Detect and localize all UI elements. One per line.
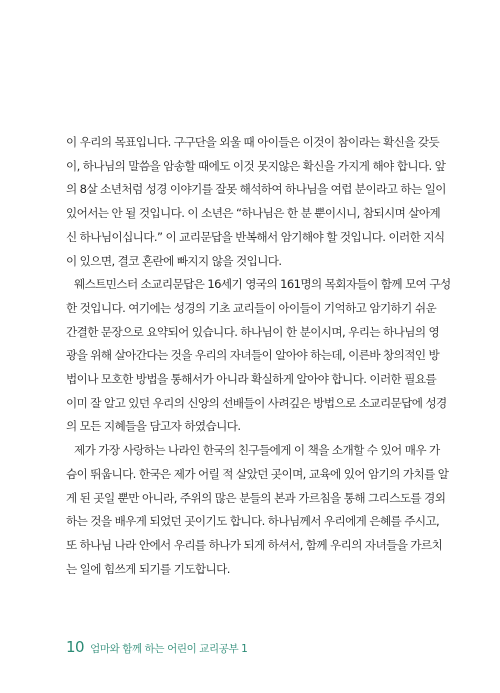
text-line: 이미 잘 알고 있던 우리의 신앙의 선배들이 사려깊은 방법으로 소교리문답에 성경	[66, 395, 447, 410]
running-title: 엄마와 함께 하는 어린이 교리공부 1	[90, 643, 248, 655]
text-line: 간결한 문장으로 요약되어 있습니다. 하나님이 한 분이시며, 우리는 하나님의 영	[66, 324, 440, 339]
text-line: 이 우리의 목표입니다. 구구단을 외울 때 아이들은 이것이 참이라는 확신을 갖듯	[66, 135, 440, 149]
page-footer	[66, 638, 247, 656]
text-line: 게 된 곳일 뿐만 아니라, 주위의 많은 분들의 본과 가르침을 통해 그리스도를 경외	[66, 490, 446, 505]
text-line: 의 모든 지혜들을 담고자 하였습니다.	[66, 419, 241, 434]
paragraph	[66, 131, 446, 273]
text-line: 이 있으면, 결코 혼란에 빠지지 않을 것입니다.	[66, 253, 282, 268]
text-line: 있어서는 안 될 것입니다. 이 소년은 “하나님은 한 분 뿐이시니, 참되시며 살아계	[66, 206, 441, 221]
text-line: 신 하나님이십니다.” 이 교리문답을 반복해서 암기해야 할 것입니다. 이러한 지식	[66, 229, 445, 244]
text-line: 한 것입니다. 여기에는 성경의 기초 교리들이 아이들이 기억하고 암기하기 쉬운	[66, 300, 437, 315]
text-line: 광을 위해 살아간다는 것을 우리의 자녀들이 알아야 하는데, 이른바 창의적인 방	[66, 348, 440, 363]
text-line: 제가 가장 사랑하는 나라인 한국의 친구들에게 이 책을 소개할 수 있어 매우 가	[74, 443, 440, 458]
paragraph	[66, 439, 449, 581]
paragraph	[66, 273, 451, 439]
text-line: 하는 것을 배우게 되었던 곳이기도 합니다. 하나님께서 우리에게 은혜를 주시고,	[66, 514, 440, 529]
text-line: 또 하나님 나라 안에서 우리를 하나가 되게 하셔서, 함께 우리의 자녀들을 가르치	[66, 537, 443, 552]
page-number: 10	[66, 638, 85, 656]
text-line: 웨스트민스터 소교리문답은 16세기 영국의 161명의 목회자들이 함께 모여 구성	[74, 277, 451, 292]
text-line: 법이나 모호한 방법을 통해서가 아니라 확실하게 알아야 합니다. 이러한 필요를	[66, 372, 437, 387]
text-line: 의 8살 소년처럼 성경 이야기를 잘못 해석하여 하나님을 여럽 분이라고 하는 일이	[66, 182, 446, 197]
text-line: 는 일에 힘쓰게 되기를 기도합니다.	[66, 561, 230, 576]
body-text	[66, 131, 451, 581]
text-line: 슴이 뛰웁니다. 한국은 제가 어릴 적 살았던 곳이며, 교육에 있어 암기의 가치를 알	[66, 466, 449, 481]
text-line: 이, 하나님의 말씀을 암송할 때에도 이것 못지않은 확신을 가지게 해야 합니다. 앞	[66, 158, 446, 173]
